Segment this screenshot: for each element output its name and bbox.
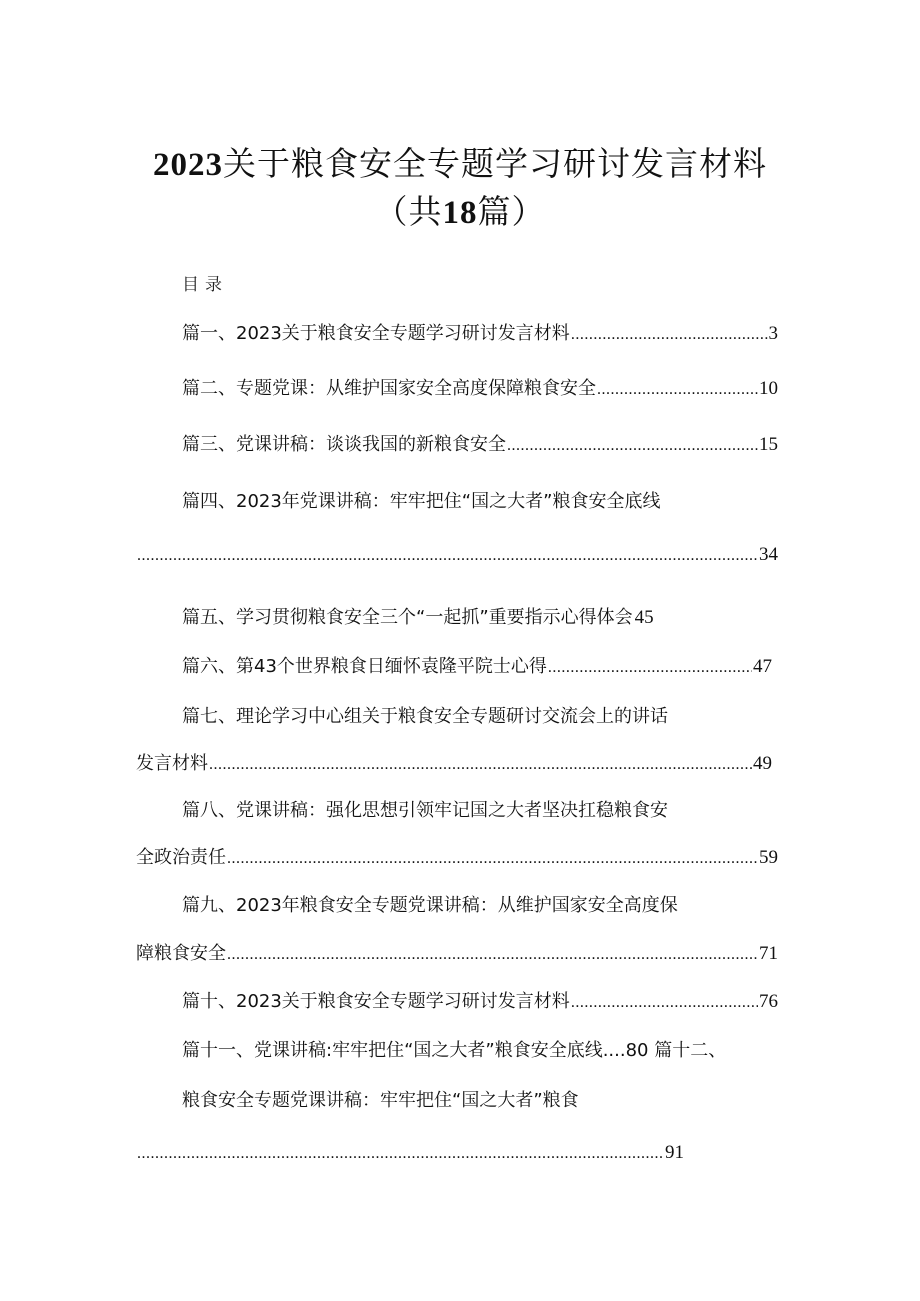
toc-entry-continuation[interactable] xyxy=(136,752,772,777)
toc-entry-title: 篇二、专题党课：从维护国家安全高度保障粮食安全 xyxy=(182,378,596,399)
toc-entry-title-cont: 全政治责任 xyxy=(136,847,226,868)
document-subtitle xyxy=(0,186,920,233)
toc-entry[interactable] xyxy=(182,705,782,729)
toc-entry-title: 篇七、理论学习中心组关于粮食安全专题研讨交流会上的讲话 xyxy=(182,706,668,727)
toc-entry-page: 15 xyxy=(759,434,778,455)
subtitle-open: （共 xyxy=(374,192,443,231)
toc-entry-page: 3 xyxy=(768,323,778,344)
toc-entry-title-cont: 障粮食安全 xyxy=(136,943,226,964)
toc-entry-title: 篇十、2023关于粮食安全专题学习研讨发言材料 xyxy=(182,991,570,1012)
toc-entry[interactable] xyxy=(182,377,778,402)
toc-entry[interactable] xyxy=(182,655,772,680)
toc-entry-page: 34 xyxy=(759,544,778,565)
toc-entry-continuation[interactable] xyxy=(136,543,778,568)
subtitle-close: 篇） xyxy=(477,192,546,231)
toc-entry-continuation[interactable] xyxy=(136,846,778,871)
toc-leader-dots xyxy=(571,991,758,1015)
toc-leader-dots xyxy=(571,323,768,347)
toc-entry[interactable] xyxy=(182,1039,792,1063)
toc-entry[interactable] xyxy=(182,490,782,514)
toc-entry-page: 91 xyxy=(665,1142,684,1163)
toc-heading: 目录 xyxy=(182,275,228,295)
toc-leader-dots xyxy=(507,434,758,458)
toc-entry-page: 47 xyxy=(753,656,772,677)
toc-entry[interactable] xyxy=(182,990,778,1015)
toc-leader-dots xyxy=(548,656,752,680)
subtitle-count: 18 xyxy=(442,195,478,231)
toc-leader-dots xyxy=(137,544,758,568)
toc-entry-page: 59 xyxy=(759,847,778,868)
toc-entry-title: 粮食安全专题党课讲稿：牢牢把住“国之大者”粮食 xyxy=(182,1090,579,1111)
toc-entry-title: 篇五、学习贯彻粮食安全三个“一起抓”重要指示心得体会 xyxy=(182,607,633,628)
toc-leader-dots xyxy=(597,378,758,402)
toc-leader-dots xyxy=(227,847,758,871)
toc-entry[interactable] xyxy=(182,433,778,458)
toc-leader-dots xyxy=(227,943,758,967)
toc-leader-dots xyxy=(209,753,752,777)
document-title xyxy=(0,138,920,185)
toc-entry-page: 10 xyxy=(759,378,778,399)
toc-entry[interactable] xyxy=(182,606,778,630)
toc-entry-page: 76 xyxy=(759,991,778,1012)
toc-entry[interactable] xyxy=(182,894,782,918)
toc-entry-continuation[interactable] xyxy=(136,942,778,967)
toc-entry[interactable] xyxy=(182,322,778,347)
toc-entry-title: 篇三、党课讲稿：谈谈我国的新粮食安全 xyxy=(182,434,506,455)
toc-entry-title: 篇九、2023年粮食安全专题党课讲稿：从维护国家安全高度保 xyxy=(182,895,678,916)
toc-entry-title: 篇十一、党课讲稿:牢牢把住“国之大者”粮食安全底线....80 篇十二、 xyxy=(182,1040,727,1061)
toc-entry-page: 45 xyxy=(634,607,654,628)
toc-entry[interactable] xyxy=(182,799,782,823)
toc-entry-title-cont: 发言材料 xyxy=(136,753,208,774)
title-text: 关于粮食安全专题学习研讨发言材料 xyxy=(223,144,767,183)
toc-entry-title: 篇六、第43个世界粮食日缅怀袁隆平院士心得 xyxy=(182,656,547,677)
toc-entry-title: 篇四、2023年党课讲稿：牢牢把住“国之大者”粮食安全底线 xyxy=(182,491,661,512)
toc-entry[interactable] xyxy=(182,1089,782,1113)
toc-entry-title: 篇一、2023关于粮食安全专题学习研讨发言材料 xyxy=(182,323,570,344)
toc-entry-continuation[interactable] xyxy=(136,1141,684,1166)
toc-entry-page: 71 xyxy=(759,943,778,964)
title-year: 2023 xyxy=(153,147,223,183)
toc-entry-title: 篇八、党课讲稿：强化思想引领牢记国之大者坚决扛稳粮食安 xyxy=(182,800,668,821)
toc-entry-page: 49 xyxy=(753,753,772,774)
toc-leader-dots xyxy=(137,1142,664,1166)
